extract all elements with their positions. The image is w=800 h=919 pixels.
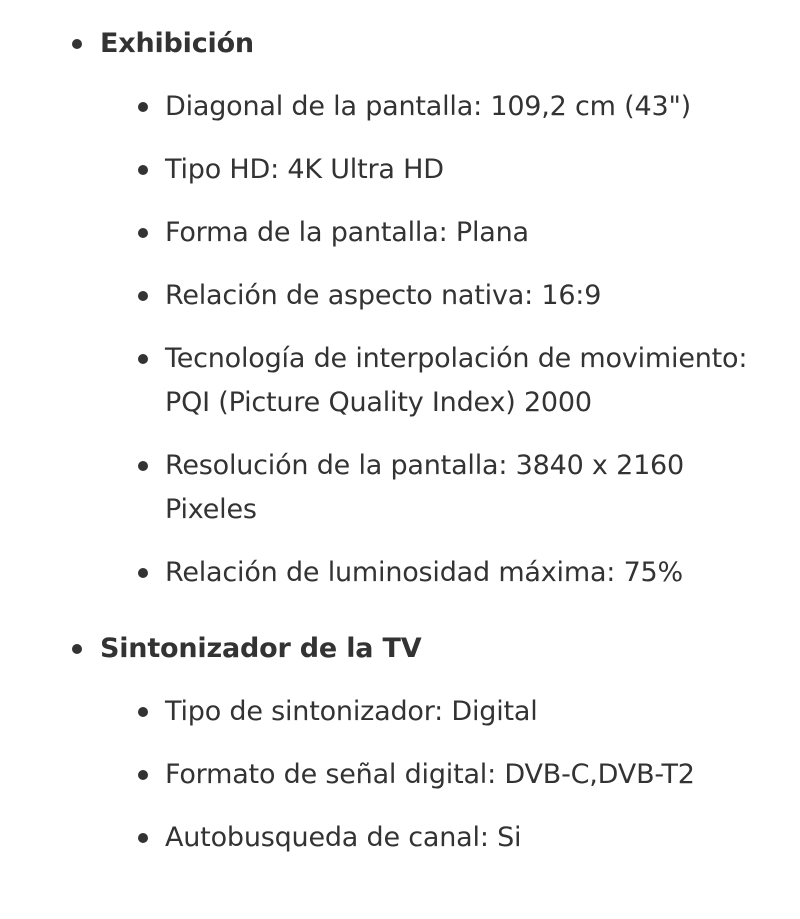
bullet-icon [72, 644, 82, 654]
spec-section-sintonizador [0, 627, 800, 860]
bullet-icon [138, 228, 148, 238]
section-header [0, 22, 800, 66]
spec-item [0, 211, 800, 255]
spec-item-text: Relación de luminosidad máxima: 75% [165, 557, 683, 588]
bullet-icon [138, 770, 148, 780]
section-header [0, 627, 800, 671]
spec-item-text: Diagonal de la pantalla: 109,2 cm (43") [165, 91, 692, 122]
spec-item [0, 337, 800, 425]
spec-item [0, 753, 800, 797]
spec-item-text: Tipo HD: 4K Ultra HD [165, 154, 444, 185]
spec-item-text: Relación de aspecto nativa: 16:9 [165, 280, 602, 311]
bullet-icon [138, 165, 148, 175]
bullet-icon [138, 291, 148, 301]
spec-item [0, 690, 800, 734]
spec-item [0, 148, 800, 192]
bullet-icon [138, 461, 148, 471]
spec-item-text: Autobusqueda de canal: Si [165, 822, 522, 853]
spec-item [0, 274, 800, 318]
section-title: Exhibición [100, 28, 254, 59]
spec-item [0, 444, 800, 532]
spec-section-exhibicion [0, 22, 800, 595]
bullet-icon [138, 354, 148, 364]
bullet-icon [72, 39, 82, 49]
spec-item [0, 551, 800, 595]
spec-item [0, 816, 800, 860]
spec-item [0, 85, 800, 129]
section-title: Sintonizador de la TV [100, 633, 422, 664]
spec-item-text: Resolución de la pantalla: 3840 x 2160 Pixeles [165, 450, 685, 525]
bullet-icon [138, 568, 148, 578]
bullet-icon [138, 833, 148, 843]
spec-item-text: Forma de la pantalla: Plana [165, 217, 529, 248]
spec-item-text: Tipo de sintonizador: Digital [165, 696, 538, 727]
spec-item-text: Tecnología de interpolación de movimiento: PQI (Picture Quality Index) 2000 [165, 343, 748, 418]
spec-sublist [0, 85, 800, 595]
bullet-icon [138, 707, 148, 717]
spec-item-text: Formato de señal digital: DVB-C,DVB-T2 [165, 759, 695, 790]
spec-sublist [0, 690, 800, 860]
bullet-icon [138, 102, 148, 112]
